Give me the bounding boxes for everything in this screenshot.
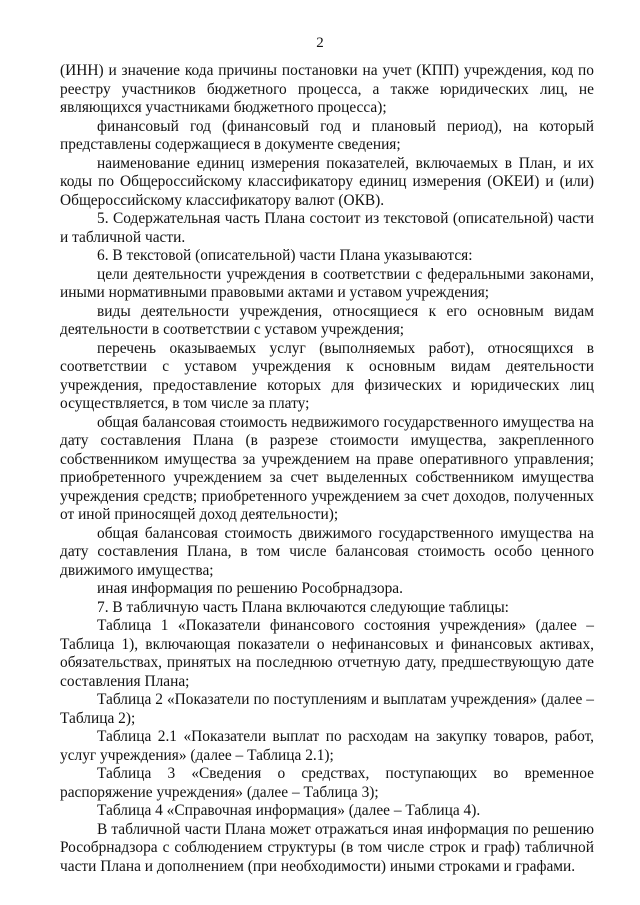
paragraph-other-info: иная информация по решению Рособрнадзора. bbox=[97, 580, 403, 597]
paragraph-table-4: Таблица 4 «Справочная информация» (далее – Таблица 4). bbox=[97, 802, 481, 819]
paragraph-tabular-part: В табличной части Плана может отражаться иная информация по решению Рособрнадзора с соблюдением структуры (в том числе строк и граф) табличной части Плана и дополнением (при необходимости) иными строками и графами. bbox=[60, 820, 594, 875]
paragraph-movable-property: общая балансовая стоимость движимого государственного имущества на дату составления Плана, в том числе балансовая стоимость особо ценного движимого имущества; bbox=[60, 524, 594, 579]
paragraph-services-list: перечень оказываемых услуг (выполняемых работ), относящихся в соответствии с уставом учреждения к основным видам деятельности учреждения, предоставление которых для физических и юридических лиц осуществляется, в том числе за плату; bbox=[60, 339, 594, 412]
paragraph-item-7: 7. В табличную часть Плана включаются следующие таблицы: bbox=[97, 598, 509, 616]
paragraph-units: наименование единиц измерения показателей, включаемых в План, и их коды по Общероссийскому классификатору единиц измерения (ОКЕИ) и (или) Общероссийскому классификатору валют (ОКВ). bbox=[60, 154, 594, 209]
paragraph-table-2-1: Таблица 2.1 «Показатели выплат по расходам на закупку товаров, работ, услуг учреждения» (далее – Таблица 2.1); bbox=[60, 728, 594, 764]
paragraph-immovable-property: общая балансовая стоимость недвижимого государственного имущества на дату составления Плана (в разрезе стоимости имущества, закрепленного собственником имущества за учреждением на праве оперативного управления; приобретенного учреждением за счет выделенных собственником имущества учреждения средств; приобретенного учреждением за счет доходов, полученных от иной приносящей доход деятельности); bbox=[60, 413, 594, 523]
paragraph-goals: цели деятельности учреждения в соответствии с федеральными законами, иными нормативными правовыми актами и уставом учреждения; bbox=[60, 265, 594, 301]
paragraph-activity-types: виды деятельности учреждения, относящиеся к его основным видам деятельности в соответствии с уставом учреждения; bbox=[60, 302, 594, 338]
paragraph-financial-year: финансовый год (финансовый год и плановый период), на который представлены содержащиеся в документе сведения; bbox=[60, 117, 594, 153]
page-number: 2 bbox=[316, 35, 324, 51]
document-body bbox=[60, 62, 594, 876]
paragraph-inn-kpp: (ИНН) и значение кода причины постановки на учет (КПП) учреждения, код по реестру участников бюджетного процесса, а также юридических лиц, не являющихся участниками бюджетного процесса); bbox=[60, 62, 594, 116]
paragraph-table-1: Таблица 1 «Показатели финансового состояния учреждения» (далее – Таблица 1), включающая показатели о нефинансовых и финансовых активах, обязательствах, принятых на последнюю отчетную дату, предшествующую дате составления Плана; bbox=[60, 617, 594, 690]
paragraph-table-3: Таблица 3 «Сведения о средствах, поступающих во временное распоряжение учреждения» (далее – Таблица 3); bbox=[60, 765, 594, 801]
paragraph-item-5: 5. Содержательная часть Плана состоит из текстовой (описательной) части и табличной части. bbox=[60, 210, 594, 246]
paragraph-item-6: 6. В текстовой (описательной) части Плана указываются: bbox=[97, 247, 473, 264]
paragraph-table-2: Таблица 2 «Показатели по поступлениям и выплатам учреждения» (далее – Таблица 2); bbox=[60, 691, 594, 727]
